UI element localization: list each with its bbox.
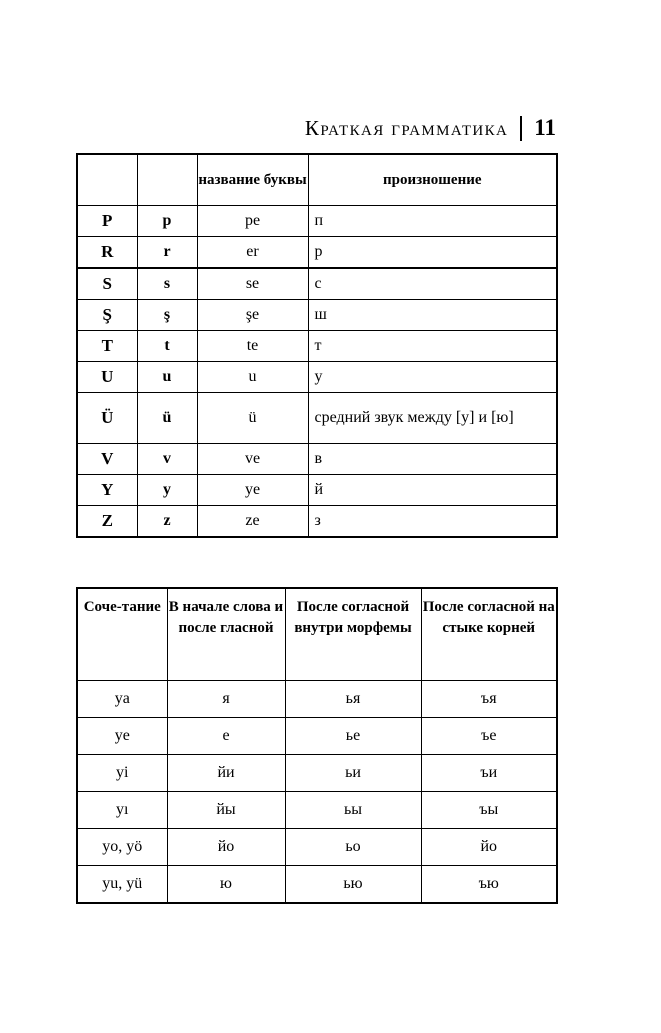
header-pronunciation: произношение bbox=[308, 154, 557, 206]
table-row bbox=[77, 300, 557, 331]
page-number: 11 bbox=[534, 115, 556, 140]
table-row bbox=[77, 268, 557, 300]
lowercase-letter: v bbox=[137, 444, 197, 475]
header-uppercase bbox=[77, 154, 137, 206]
pronunciation: у bbox=[308, 362, 557, 393]
letter-name: ye bbox=[197, 475, 308, 506]
uppercase-letter: S bbox=[77, 268, 137, 300]
word-start-spelling: йо bbox=[167, 828, 285, 865]
table-row bbox=[77, 475, 557, 506]
uppercase-letter: Ş bbox=[77, 300, 137, 331]
uppercase-letter: R bbox=[77, 237, 137, 269]
pronunciation: в bbox=[308, 444, 557, 475]
pronunciation: средний звук между [у] и [ю] bbox=[308, 393, 557, 444]
combination-table bbox=[76, 587, 558, 904]
root-junction-spelling: ъю bbox=[421, 865, 557, 903]
lowercase-letter: y bbox=[137, 475, 197, 506]
letter-name: pe bbox=[197, 206, 308, 237]
word-start-spelling: е bbox=[167, 717, 285, 754]
table-row bbox=[77, 680, 557, 717]
lowercase-letter: ü bbox=[137, 393, 197, 444]
table-row bbox=[77, 362, 557, 393]
combination: yo, yö bbox=[77, 828, 167, 865]
lowercase-letter: p bbox=[137, 206, 197, 237]
table-row bbox=[77, 393, 557, 444]
letter-name: er bbox=[197, 237, 308, 269]
table-row bbox=[77, 237, 557, 269]
lowercase-letter: t bbox=[137, 331, 197, 362]
table-row bbox=[77, 444, 557, 475]
combination: yi bbox=[77, 754, 167, 791]
inside-morpheme-spelling: ья bbox=[285, 680, 421, 717]
uppercase-letter: Z bbox=[77, 506, 137, 538]
inside-morpheme-spelling: ьы bbox=[285, 791, 421, 828]
running-head-separator bbox=[520, 116, 522, 141]
word-start-spelling: йы bbox=[167, 791, 285, 828]
pronunciation: з bbox=[308, 506, 557, 538]
header-letter-name: название буквы bbox=[197, 154, 308, 206]
lowercase-letter: z bbox=[137, 506, 197, 538]
alphabet-table bbox=[76, 153, 558, 538]
letter-name: se bbox=[197, 268, 308, 300]
pronunciation: р bbox=[308, 237, 557, 269]
lowercase-letter: s bbox=[137, 268, 197, 300]
letter-name: u bbox=[197, 362, 308, 393]
pronunciation: й bbox=[308, 475, 557, 506]
root-junction-spelling: ъи bbox=[421, 754, 557, 791]
header-inside-morpheme: После согласной внутри морфемы bbox=[285, 588, 421, 680]
word-start-spelling: ю bbox=[167, 865, 285, 903]
lowercase-letter: u bbox=[137, 362, 197, 393]
letter-name: ve bbox=[197, 444, 308, 475]
letter-name: ze bbox=[197, 506, 308, 538]
header-combination: Соче-тание bbox=[77, 588, 167, 680]
inside-morpheme-spelling: ью bbox=[285, 865, 421, 903]
alphabet-table-header-row bbox=[77, 154, 557, 206]
lowercase-letter: ş bbox=[137, 300, 197, 331]
pronunciation: с bbox=[308, 268, 557, 300]
table-row bbox=[77, 506, 557, 538]
combination: ya bbox=[77, 680, 167, 717]
combination-table-header-row bbox=[77, 588, 557, 680]
uppercase-letter: Y bbox=[77, 475, 137, 506]
table-row bbox=[77, 865, 557, 903]
letter-name: ü bbox=[197, 393, 308, 444]
letter-name: te bbox=[197, 331, 308, 362]
combination: yı bbox=[77, 791, 167, 828]
running-head-title: Краткая грамматика bbox=[304, 115, 509, 140]
uppercase-letter: U bbox=[77, 362, 137, 393]
table-row bbox=[77, 828, 557, 865]
inside-morpheme-spelling: ьи bbox=[285, 754, 421, 791]
root-junction-spelling: ъе bbox=[421, 717, 557, 754]
word-start-spelling: йи bbox=[167, 754, 285, 791]
root-junction-spelling: ъя bbox=[421, 680, 557, 717]
inside-morpheme-spelling: ьо bbox=[285, 828, 421, 865]
letter-name: şe bbox=[197, 300, 308, 331]
combination: ye bbox=[77, 717, 167, 754]
uppercase-letter: P bbox=[77, 206, 137, 237]
root-junction-spelling: ъы bbox=[421, 791, 557, 828]
combination: yu, yü bbox=[77, 865, 167, 903]
header-lowercase bbox=[137, 154, 197, 206]
running-head bbox=[305, 113, 556, 143]
word-start-spelling: я bbox=[167, 680, 285, 717]
table-row bbox=[77, 754, 557, 791]
pronunciation: ш bbox=[308, 300, 557, 331]
uppercase-letter: T bbox=[77, 331, 137, 362]
table-row bbox=[77, 791, 557, 828]
uppercase-letter: V bbox=[77, 444, 137, 475]
uppercase-letter: Ü bbox=[77, 393, 137, 444]
table-row bbox=[77, 331, 557, 362]
lowercase-letter: r bbox=[137, 237, 197, 269]
pronunciation: п bbox=[308, 206, 557, 237]
header-word-start: В начале слова и после гласной bbox=[167, 588, 285, 680]
table-row bbox=[77, 206, 557, 237]
inside-morpheme-spelling: ье bbox=[285, 717, 421, 754]
root-junction-spelling: йо bbox=[421, 828, 557, 865]
table-row bbox=[77, 717, 557, 754]
pronunciation: т bbox=[308, 331, 557, 362]
header-root-junction: После согласной на стыке корней bbox=[421, 588, 557, 680]
